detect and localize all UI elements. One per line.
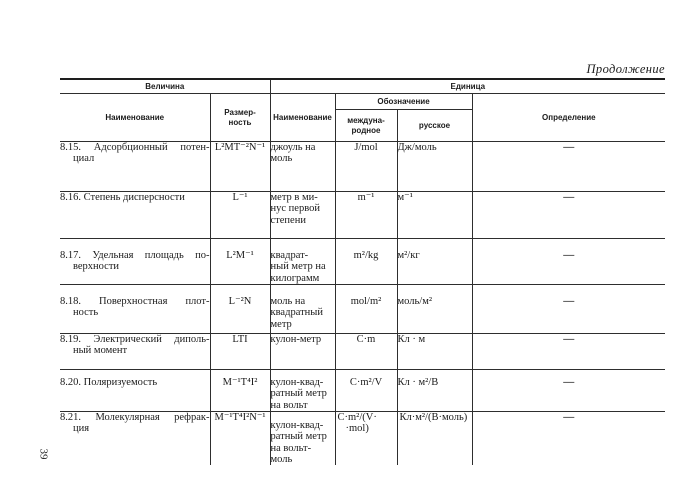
russian-symbol-cell: Дж/моль <box>397 142 472 192</box>
unit-name-line: кулон-метр <box>270 334 322 345</box>
table-row <box>60 412 665 466</box>
quantity-name-cell <box>60 285 210 334</box>
international-symbol-cell <box>335 412 397 466</box>
dimension-cell: M⁻¹T⁴I² <box>210 370 270 412</box>
table-row <box>60 142 665 192</box>
table-header <box>60 79 665 142</box>
unit-name-line: метр <box>270 318 292 330</box>
unit-name-line: джоуль на <box>270 142 316 153</box>
unit-name-line: квадрат- <box>270 250 309 261</box>
header-quantity: Величина <box>60 79 270 94</box>
quantity-name-line: 8.19. Электрический диполь- <box>60 334 210 345</box>
unit-name-line: моль на <box>270 296 306 307</box>
russian-symbol-cell: Кл · м <box>397 334 472 370</box>
unit-name-line: квадратный <box>270 307 323 319</box>
table-row <box>60 192 665 239</box>
international-symbol-line: m⁻¹ <box>357 192 375 203</box>
unit-name-cell <box>270 192 335 239</box>
definition-cell: — <box>472 334 665 370</box>
international-symbol-cell <box>335 370 397 412</box>
continuation-label: Продолжение <box>586 62 665 76</box>
header-definition: Определение <box>472 94 665 142</box>
unit-name-line: ратный метр <box>270 431 327 443</box>
header-row-columns <box>60 94 665 110</box>
definition-cell: — <box>472 285 665 334</box>
quantity-name-cell <box>60 192 210 239</box>
dimension-cell: LTI <box>210 334 270 370</box>
quantity-name-line: ция <box>73 423 90 435</box>
table-row <box>60 285 665 334</box>
table-row <box>60 370 665 412</box>
header-dimension-line: ность <box>228 117 252 127</box>
dimension-cell: L²MT⁻²N⁻¹ <box>210 142 270 192</box>
russian-symbol-cell: м⁻¹ <box>397 192 472 239</box>
international-symbol-cell <box>335 285 397 334</box>
international-symbol-cell <box>335 192 397 239</box>
table-row <box>60 239 665 285</box>
quantity-name-line: ность <box>73 307 99 319</box>
russian-symbol-cell: моль/м² <box>397 285 472 334</box>
dimension-cell: L⁻²N <box>210 285 270 334</box>
unit-name-line: моль <box>270 453 293 465</box>
unit-name-line: на вольт- <box>270 442 312 454</box>
header-quantity-name: Наименование <box>60 94 210 142</box>
header-dimension-line: Размер- <box>224 108 256 117</box>
russian-symbol-cell: Кл · м²/В <box>397 370 472 412</box>
header-international <box>335 110 397 142</box>
international-symbol-cell <box>335 239 397 285</box>
dimension-cell: M⁻¹T⁴I²N⁻¹ <box>210 412 270 466</box>
international-symbol-line: J/mol <box>354 142 378 153</box>
unit-name-cell <box>270 285 335 334</box>
dimension-cell: L⁻¹ <box>210 192 270 239</box>
header-international-line: междуна- <box>347 116 385 125</box>
header-unit-name: Наименование <box>270 94 335 142</box>
unit-name-cell <box>270 412 335 466</box>
page-number: 39 <box>37 448 50 460</box>
header-international-line: родное <box>351 125 381 135</box>
header-row-groups <box>60 79 665 94</box>
unit-name-line: кулон-квад- <box>270 420 324 431</box>
header-unit: Единица <box>270 79 665 94</box>
international-symbol-line: mol/m² <box>350 296 382 307</box>
definition-cell: — <box>472 239 665 285</box>
international-symbol-line: C·m²/V <box>349 377 383 388</box>
quantity-name-line: циал <box>73 153 95 165</box>
quantity-name-cell <box>60 334 210 370</box>
quantity-name-line: 8.21. Молекулярная рефрак- <box>60 412 210 423</box>
quantity-name-line: 8.16. Степень дисперсности <box>60 192 185 203</box>
unit-name-line: моль <box>270 153 293 165</box>
quantity-name-line: ный момент <box>73 345 128 357</box>
unit-name-cell <box>270 370 335 412</box>
quantity-name-line: 8.15. Адсорбционный потен- <box>60 142 210 153</box>
header-russian: русское <box>397 110 472 142</box>
quantity-name-cell <box>60 412 210 466</box>
russian-symbol-cell: Кл·м²/(В·моль) <box>397 412 472 466</box>
quantity-name-line: 8.18. Поверхностная плот- <box>60 296 210 307</box>
unit-name-line: на вольт <box>270 399 308 411</box>
unit-name-line: степени <box>270 214 306 226</box>
quantity-name-line: верхности <box>73 261 120 273</box>
russian-symbol-cell: м²/кг <box>397 239 472 285</box>
quantity-name-line: 8.17. Удельная площадь по- <box>60 250 210 261</box>
definition-cell: — <box>472 370 665 412</box>
definition-cell: — <box>472 142 665 192</box>
definition-cell: — <box>472 192 665 239</box>
unit-name-line: килограмм <box>270 272 320 284</box>
international-symbol-cell <box>335 334 397 370</box>
unit-name-line: ный метр на <box>270 261 326 273</box>
international-symbol-line: ·mol) <box>345 423 369 435</box>
unit-name-cell <box>270 239 335 285</box>
unit-name-cell <box>270 142 335 192</box>
international-symbol-cell <box>335 142 397 192</box>
dimension-cell: L²M⁻¹ <box>210 239 270 285</box>
quantity-name-cell <box>60 142 210 192</box>
table-row <box>60 334 665 370</box>
international-symbol-line: C·m <box>356 334 376 345</box>
definition-cell: — <box>472 412 665 466</box>
unit-name-line: нус первой <box>270 203 320 215</box>
header-designation: Обозначение <box>335 94 472 110</box>
international-symbol-line: C·m²/(V· <box>337 412 377 423</box>
table-body <box>60 142 665 466</box>
unit-name-line: метр в ми- <box>270 192 318 203</box>
international-symbol-line: m²/kg <box>353 250 379 261</box>
quantity-name-cell <box>60 370 210 412</box>
quantity-name-cell <box>60 239 210 285</box>
units-table <box>60 78 665 465</box>
unit-name-line: кулон-квад- <box>270 377 324 388</box>
unit-name-cell <box>270 334 335 370</box>
header-dimension <box>210 94 270 142</box>
quantity-name-line: 8.20. Поляризуемость <box>60 377 158 388</box>
unit-name-line: ратный метр <box>270 388 327 400</box>
